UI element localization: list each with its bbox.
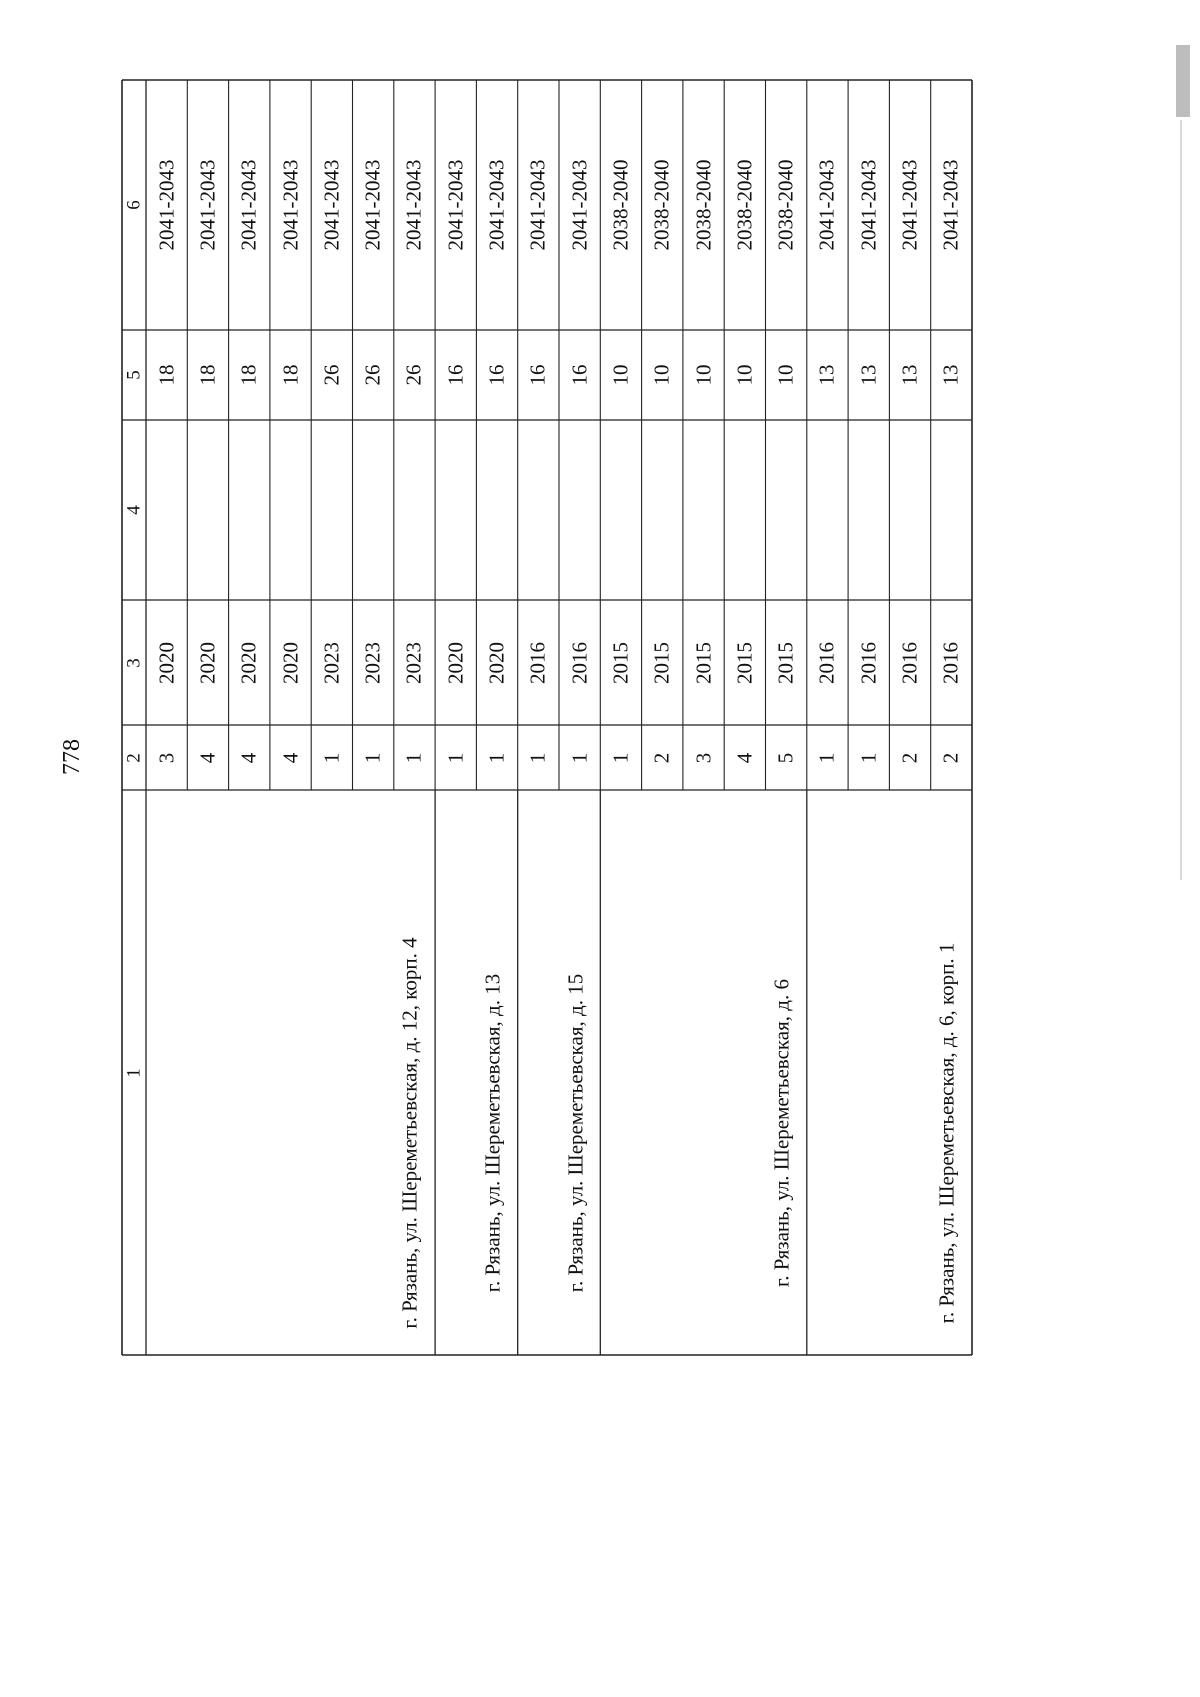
- cell-col5-value: 10: [608, 364, 633, 386]
- address-cell: г. Рязань, ул. Шереметьевская, д. 6, корп. 1: [934, 942, 959, 1323]
- cell-col5-value: 13: [856, 364, 881, 386]
- cell-year: 2020: [154, 641, 179, 684]
- page-number: 778: [59, 739, 85, 775]
- cell-year: 2020: [484, 641, 509, 684]
- cell-col2-value: 4: [278, 752, 303, 763]
- cell-col2-value: 1: [484, 752, 509, 763]
- cell-col5-value: 18: [154, 364, 179, 386]
- cell-year: 2020: [236, 641, 261, 684]
- cell-year: 2015: [732, 641, 757, 684]
- cell-years-range: 2038-2040: [649, 159, 674, 251]
- cell-col5-value: 26: [360, 364, 385, 386]
- cell-col5-value: 10: [649, 364, 674, 386]
- cell-year: 2016: [814, 641, 839, 684]
- cell-col2-value: 4: [195, 752, 220, 763]
- address-cell: г. Рязань, ул. Шереметьевская, д. 15: [563, 973, 588, 1292]
- address-cell: г. Рязань, ул. Шереметьевская, д. 6: [769, 978, 794, 1287]
- cell-years-range: 2041-2043: [938, 159, 963, 251]
- cell-years-range: 2041-2043: [567, 159, 592, 251]
- cell-col5-value: 16: [484, 364, 509, 386]
- cell-col5-value: 13: [897, 364, 922, 386]
- cell-years-range: 2038-2040: [691, 159, 716, 251]
- cell-col2-value: 1: [567, 752, 592, 763]
- cell-year: 2023: [401, 641, 426, 684]
- cell-col2-value: 1: [401, 752, 426, 763]
- cell-year: 2016: [525, 641, 550, 684]
- cell-year: 2015: [773, 641, 798, 684]
- cell-col5-value: 10: [691, 364, 716, 386]
- cell-year: 2016: [567, 641, 592, 684]
- cell-year: 2016: [938, 641, 963, 684]
- cell-years-range: 2038-2040: [608, 159, 633, 251]
- cell-col5-value: 26: [319, 364, 344, 386]
- cell-col5-value: 16: [567, 364, 592, 386]
- cell-year: 2015: [691, 641, 716, 684]
- cell-col2-value: 1: [360, 752, 385, 763]
- cell-years-range: 2041-2043: [897, 159, 922, 251]
- cell-col5-value: 18: [195, 364, 220, 386]
- cell-years-range: 2041-2043: [484, 159, 509, 251]
- cell-col5-value: 16: [443, 364, 468, 386]
- cell-year: 2023: [360, 641, 385, 684]
- cell-year: 2015: [608, 641, 633, 684]
- cell-col2-value: 3: [691, 752, 716, 763]
- scan-edge-line: [1180, 120, 1182, 880]
- cell-years-range: 2041-2043: [443, 159, 468, 251]
- cell-years-range: 2041-2043: [360, 159, 385, 251]
- cell-year: 2020: [278, 641, 303, 684]
- cell-years-range: 2041-2043: [401, 159, 426, 251]
- column-header-1: 1: [123, 1067, 145, 1078]
- cell-years-range: 2041-2043: [525, 159, 550, 251]
- cell-years-range: 2038-2040: [773, 159, 798, 251]
- cell-col2-value: 1: [319, 752, 344, 763]
- column-header-6: 6: [123, 200, 145, 210]
- cell-year: 2016: [897, 641, 922, 684]
- cell-years-range: 2041-2043: [195, 159, 220, 251]
- column-header-4: 4: [123, 505, 145, 515]
- cell-col5-value: 18: [278, 364, 303, 386]
- cell-col5-value: 16: [525, 364, 550, 386]
- cell-years-range: 2038-2040: [732, 159, 757, 251]
- cell-years-range: 2041-2043: [236, 159, 261, 251]
- cell-col2-value: 2: [649, 752, 674, 763]
- cell-col2-value: 1: [525, 752, 550, 763]
- cell-col2-value: 2: [897, 752, 922, 763]
- cell-col5-value: 13: [938, 364, 963, 386]
- cell-col2-value: 1: [814, 752, 839, 763]
- address-cell: г. Рязань, ул. Шереметьевская, д. 12, корп. 4: [397, 936, 422, 1329]
- cell-col2-value: 1: [608, 752, 633, 763]
- cell-years-range: 2041-2043: [154, 159, 179, 251]
- scan-edge-mark: [1176, 45, 1190, 117]
- cell-years-range: 2041-2043: [814, 159, 839, 251]
- column-header-5: 5: [123, 370, 145, 380]
- cell-year: 2015: [649, 641, 674, 684]
- cell-col5-value: 26: [401, 364, 426, 386]
- cell-col5-value: 10: [773, 364, 798, 386]
- cell-year: 2020: [443, 641, 468, 684]
- column-header-2: 2: [123, 752, 145, 763]
- cell-col2-value: 3: [154, 752, 179, 763]
- column-header-3: 3: [123, 657, 145, 668]
- cell-years-range: 2041-2043: [319, 159, 344, 251]
- cell-year: 2023: [319, 641, 344, 684]
- cell-years-range: 2041-2043: [278, 159, 303, 251]
- cell-years-range: 2041-2043: [856, 159, 881, 251]
- cell-col5-value: 18: [236, 364, 261, 386]
- cell-col2-value: 1: [856, 752, 881, 763]
- cell-year: 2016: [856, 641, 881, 684]
- cell-col2-value: 4: [236, 752, 261, 763]
- cell-col5-value: 13: [814, 364, 839, 386]
- cell-col2-value: 4: [732, 752, 757, 763]
- cell-col2-value: 5: [773, 752, 798, 763]
- address-cell: г. Рязань, ул. Шереметьевская, д. 13: [480, 973, 505, 1292]
- cell-col2-value: 1: [443, 752, 468, 763]
- cell-col5-value: 10: [732, 364, 757, 386]
- cell-year: 2020: [195, 641, 220, 684]
- cell-col2-value: 2: [938, 752, 963, 763]
